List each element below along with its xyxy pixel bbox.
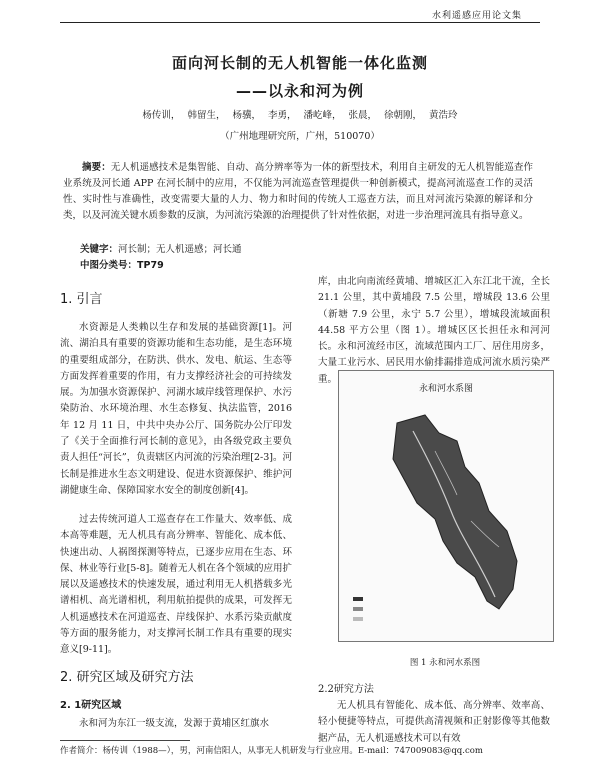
map-legend <box>353 597 363 621</box>
section-2-heading: 2. 研究区域及研究方法 <box>60 670 194 685</box>
paper-subtitle: ——以永和河为例 <box>235 82 364 100</box>
section-2-1-heading: 2. 1研究区域 <box>60 700 122 711</box>
method-paragraph: 无人机具有智能化、成本低、高分辨率、效率高、轻小便捷等特点，可提供高清视频和正射影像等其他数据产品，无人机遥感技术可以有效 <box>318 700 550 744</box>
figure-1-caption: 图 1 永和河水系图 <box>409 658 481 668</box>
abstract <box>63 160 533 224</box>
intro-paragraph-2: 过去传统河道人工巡查存在工作量大、效率低、成本高等难题，无人机具有高分辨率、智能化、成本低、快速出动、人祸图探测等特点，已逐步应用在生态、环保、林业等行业[5-8]。随着无人机在各个领域的应用扩展以及遥感技术的快速发展，通过利用无人机搭载多光谱相机、高光谱相机，利用航拍提供的成果，可发挥无人机遥感技术在河道巡查、岸线保护、水系污染贡献度等方面的服务能力，对支撑河长制工作具有重要的现实意义[9-11]。 <box>60 514 292 656</box>
keywords-label: 关键字： <box>80 244 119 255</box>
classification-number <box>80 257 530 271</box>
header-rule <box>60 22 540 23</box>
section-2-2-heading: 2.2研究方法 <box>318 684 374 695</box>
river-basin-map-graphic <box>339 371 553 641</box>
clc-label: 中图分类号： <box>80 260 138 271</box>
running-header: 水利遥感应用论文集 <box>431 11 522 21</box>
author-footnote: 作者简介：杨传训（1988—），男，河南信阳人，从事无人机研发与行业应用。E-mail：747009083@qq.com <box>60 746 483 756</box>
abstract-label: 摘要： <box>82 162 111 173</box>
figure-1-map <box>338 370 554 642</box>
keywords-text: 河长制；无人机遥感；河长通 <box>118 244 242 255</box>
footnote-rule <box>60 740 190 741</box>
affiliation: （广州地理研究所，广州，510070） <box>220 131 380 142</box>
clc-value: TP79 <box>137 260 164 271</box>
section-1-heading: 1. 引言 <box>60 292 103 307</box>
keywords <box>80 241 530 255</box>
study-area-continued: 库，由北向南流经黄埔、增城区汇入东江北干流，全长 21.1 公里，其中黄埔段 7.5 公里，增城段 13.6 公里（新塘 7.9 公里，永宁 5.7 公里），增城段流域面积 44.58 平方公里（图 1）。增城区区长担任永和河河长。永和河流经市区，流域范围内工厂、居住用房多，大量工业污水、居民用水偷排漏排造成河流水质污染严重。 <box>318 276 550 385</box>
figure-inner-title: 永和河水系图 <box>418 384 473 394</box>
basin-shape <box>393 415 517 609</box>
author-list: 杨传训， 韩留生， 杨骥， 李勇， 潘屹峰， 张晨， 徐朝刚， 黄浩玲 <box>142 110 458 121</box>
abstract-text: 无人机遥感技术是集智能、自动、高分辨率等为一体的新型技术，利用自主研发的无人机智能巡查作业系统及河长通 APP 在河长制中的应用，不仅能为河流巡查管理提供一种创新模式，提高河流巡查工作的灵活性、实时性与准确性，改变需要大量的人力、物力和时间的传统人工巡查方法，而且对河流污染源的解译和分类，以及河流关键水质参数的反演，为河流污染源的治理提供了针对性依据，对进一步治理河流具有指导意义。 <box>63 162 533 221</box>
paper-title: 面向河长制的无人机智能一体化监测 <box>171 54 428 72</box>
study-area-paragraph: 永和河为东江一级支流，发源于黄埔区红旗水 <box>79 718 270 729</box>
intro-paragraph-1: 水资源是人类赖以生存和发展的基础资源[1]。河流、湖泊具有重要的资源功能和生态功能，是生态环境的重要组成部分，在防洪、供水、发电、航运、生态等方面发挥着重要的作用，有力支撑经济社会的可持续发展。为加强水资源保护、河湖水域岸线管理保护、水污染防治、水环境治理、水生态修复、执法监管，2016 年 12 月 11 日，中共中央办公厅、国务院办公厅印发了《关于全面推行河长制的意见》，由各级党政主要负责人担任“河长”，负责辖区内河流的污染治理[2-3]。河长制是推进水生态文明建设、促进水资源保护、维护河湖健康生命、保障国家水安全的制度创新[4]。 <box>60 322 292 496</box>
